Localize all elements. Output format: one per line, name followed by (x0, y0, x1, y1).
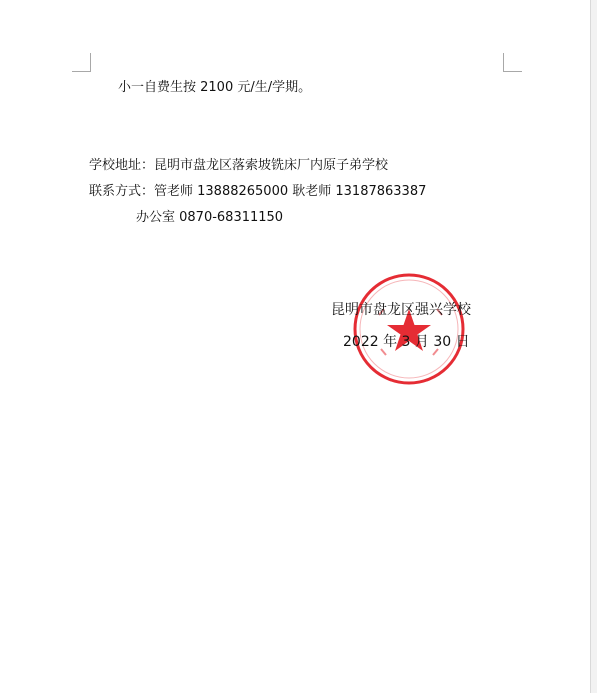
page-edge (591, 0, 597, 693)
fee-text: 小一自费生按 2100 元/生/学期。 (118, 80, 312, 95)
top-left-margin-mark (72, 53, 91, 72)
school-address: 学校地址：昆明市盘龙区落索坡铣床厂内原子弟学校 (89, 158, 389, 173)
top-right-margin-mark (503, 53, 522, 72)
contact-info: 联系方式：管老师 13888265000 耿老师 13187863387 (89, 184, 427, 199)
signature-date: 2022 年 3 月 30 日 (343, 334, 470, 350)
seal-icon (351, 271, 467, 387)
office-phone: 办公室 0870-68311150 (136, 210, 284, 225)
school-seal (351, 271, 467, 387)
signature-school-name: 昆明市盘龙区强兴学校 (331, 302, 471, 318)
